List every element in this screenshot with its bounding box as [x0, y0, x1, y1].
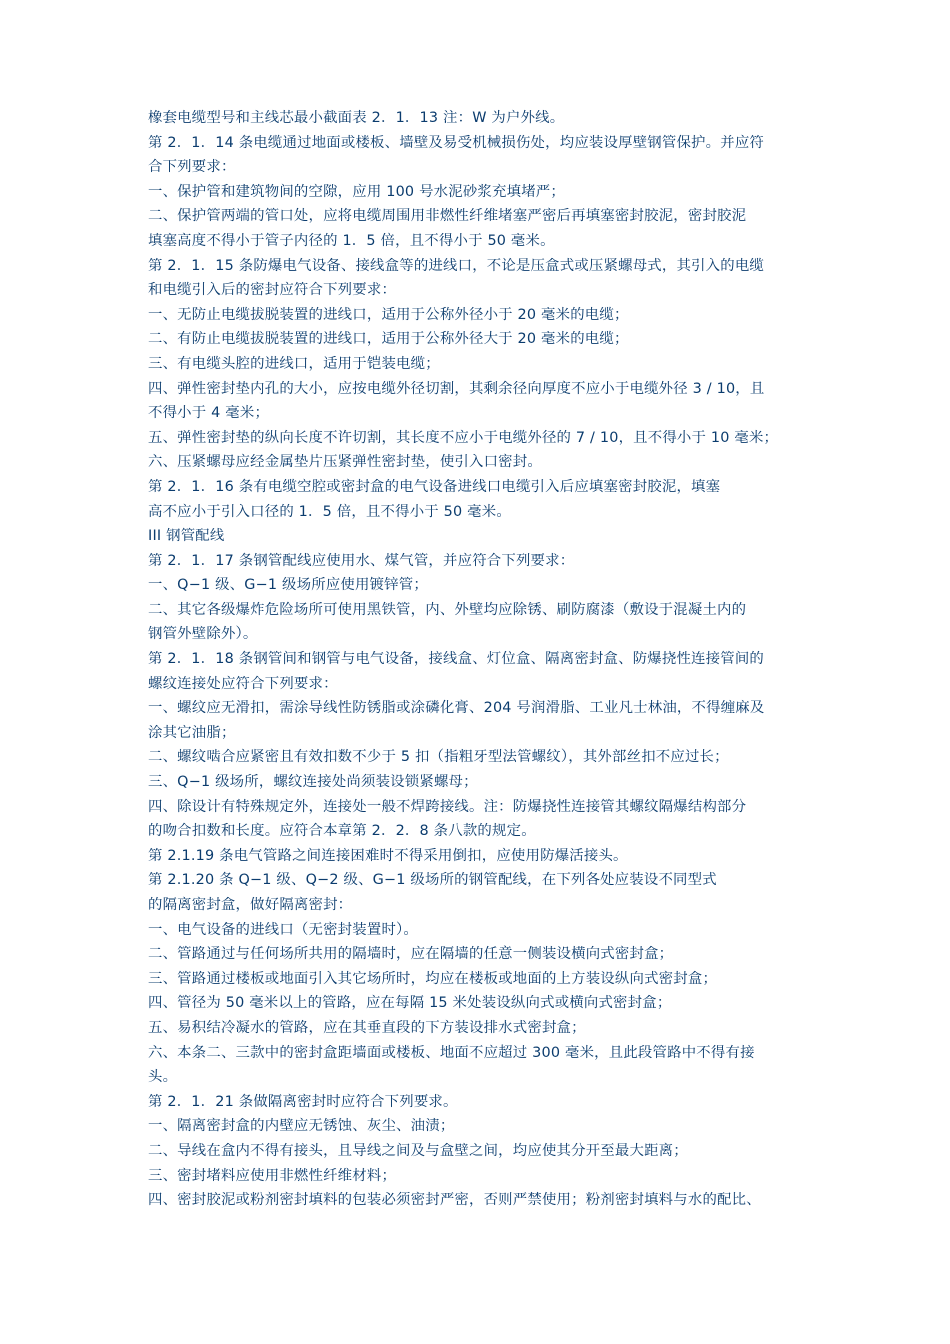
text-line: 第 2．1．16 条有电缆空腔或密封盒的电气设备进线口电缆引入后应填塞密封胶泥，填塞 [148, 478, 721, 495]
text-line: 合下列要求： [148, 159, 236, 176]
text-line: 四、除设计有特殊规定外，连接处一般不焊跨接线。注：防爆挠性连接管其螺纹隔爆结构部分 [148, 798, 747, 815]
text-line: 二、管路通过与任何场所共用的隔墙时，应在隔墙的任意一侧装设横向式密封盒； [148, 946, 674, 963]
text-line: 五、弹性密封垫的纵向长度不许切割，其长度不应小于电缆外径的 7 / 10，且不得小于 10 毫米； [148, 429, 779, 446]
text-line: 第 2．1．15 条防爆电气设备、接线盒等的进线口，不论是压盒式或压紧螺母式，其引入的电缆 [148, 257, 765, 274]
text-line: 二、导线在盒内不得有接头，且导线之间及与盒壁之间，均应使其分开至最大距离； [148, 1142, 688, 1159]
text-line: 一、电气设备的进线口（无密封装置时）。 [148, 921, 419, 938]
text-line: 一、Q−1 级、G−1 级场所应使用镀锌管； [148, 577, 428, 594]
text-line: 钢管外壁除外）。 [148, 626, 258, 643]
text-line: 第 2．1．14 条电缆通过地面或楼板、墙壁及易受机械损伤处，均应装设厚壁钢管保护。并应符 [148, 134, 765, 151]
text-line: 第 2．1．17 条钢管配线应使用水、煤气管，并应符合下列要求： [148, 552, 575, 569]
text-line: 螺纹连接处应符合下列要求： [148, 675, 338, 692]
section-heading: III 钢管配线 [148, 528, 225, 545]
text-line: 第 2.1.20 条 Q−1 级、Q−2 级、G−1 级场所的钢管配线，在下列各处应装设不同型式 [148, 872, 717, 889]
text-line: 不得小于 4 毫米； [148, 405, 270, 422]
text-line: 三、密封堵料应使用非燃性纤维材料； [148, 1167, 397, 1184]
text-line: 一、无防止电缆拔脱装置的进线口，适用于公称外径小于 20 毫米的电缆； [148, 306, 629, 323]
text-line: 一、隔离密封盒的内壁应无锈蚀、灰尘、油渍； [148, 1118, 455, 1135]
text-line: 四、弹性密封垫内孔的大小，应按电缆外径切割，其剩余径向厚度不应小于电缆外径 3 / 10，且 [148, 380, 765, 397]
text-line: 第 2．1．18 条钢管间和钢管与电气设备，接线盒、灯位盒、隔离密封盒、防爆挠性连接管间的 [148, 651, 765, 668]
text-line: 二、其它各级爆炸危险场所可使用黑铁管，内、外壁均应除锈、刷防腐漆（敷设于混凝土内的 [148, 601, 747, 618]
text-line: 六、压紧螺母应经金属垫片压紧弹性密封垫，使引入口密封。 [148, 454, 542, 471]
text-line: 的隔离密封盒，做好隔离密封： [148, 897, 353, 913]
text-line: 二、保护管两端的管口处，应将电缆周围用非燃性纤维堵塞严密后再填塞密封胶泥，密封胶泥 [148, 208, 747, 225]
text-line: 五、易积结冷凝水的管路，应在其垂直段的下方装设排水式密封盒； [148, 1019, 586, 1036]
text-line: 四、密封胶泥或粉剂密封填料的包装必须密封严密，否则严禁使用；粉剂密封填料与水的配比、 [148, 1192, 761, 1209]
text-line: 填塞高度不得小于管子内径的 1．5 倍，且不得小于 50 毫米。 [148, 232, 555, 249]
text-line: 二、有防止电缆拔脱装置的进线口，适用于公称外径大于 20 毫米的电缆； [148, 331, 629, 348]
text-line: 的吻合扣数和长度。应符合本章第 2．2．8 条八款的规定。 [148, 823, 536, 840]
text-line: 三、管路通过楼板或地面引入其它场所时，均应在楼板或地面的上方装设纵向式密封盒； [148, 970, 718, 987]
text-line: 第 2.1.19 条电气管路之间连接困难时不得采用倒扣，应使用防爆活接头。 [148, 847, 628, 864]
text-line: 第 2．1．21 条做隔离密封时应符合下列要求。 [148, 1093, 458, 1110]
text-line: 高不应小于引入口径的 1．5 倍，且不得小于 50 毫米。 [148, 503, 511, 520]
text-line: 三、Q−1 级场所，螺纹连接处尚须装设锁紧螺母； [148, 774, 478, 791]
text-line: 二、螺纹啮合应紧密且有效扣数不少于 5 扣（指粗牙型法管螺纹），其外部丝扣不应过长； [148, 749, 729, 766]
text-line: 一、保护管和建筑物间的空隙，应用 100 号水泥砂浆充填堵严； [148, 183, 565, 200]
text-line: 涂其它油脂； [148, 724, 236, 741]
document-body [148, 106, 828, 1213]
text-line: 头。 [148, 1069, 178, 1086]
text-line: 三、有电缆头腔的进线口，适用于铠装电缆； [148, 355, 440, 372]
text-line: 橡套电缆型号和主线芯最小截面表 2．1．13 注：W 为户外线。 [148, 110, 565, 126]
text-line: 一、螺纹应无滑扣，需涂导线性防锈脂或涂磷化膏、204 号润滑脂、工业凡士林油，不得缠麻及 [148, 700, 765, 717]
text-line: 六、本条二、三款中的密封盒距墙面或楼板、地面不应超过 300 毫米，且此段管路中不得有接 [148, 1044, 755, 1061]
text-line: 四、管径为 50 毫米以上的管路，应在每隔 15 米处装设纵向式或横向式密封盒； [148, 995, 672, 1012]
text-line: 和电缆引入后的密封应符合下列要求： [148, 282, 397, 299]
